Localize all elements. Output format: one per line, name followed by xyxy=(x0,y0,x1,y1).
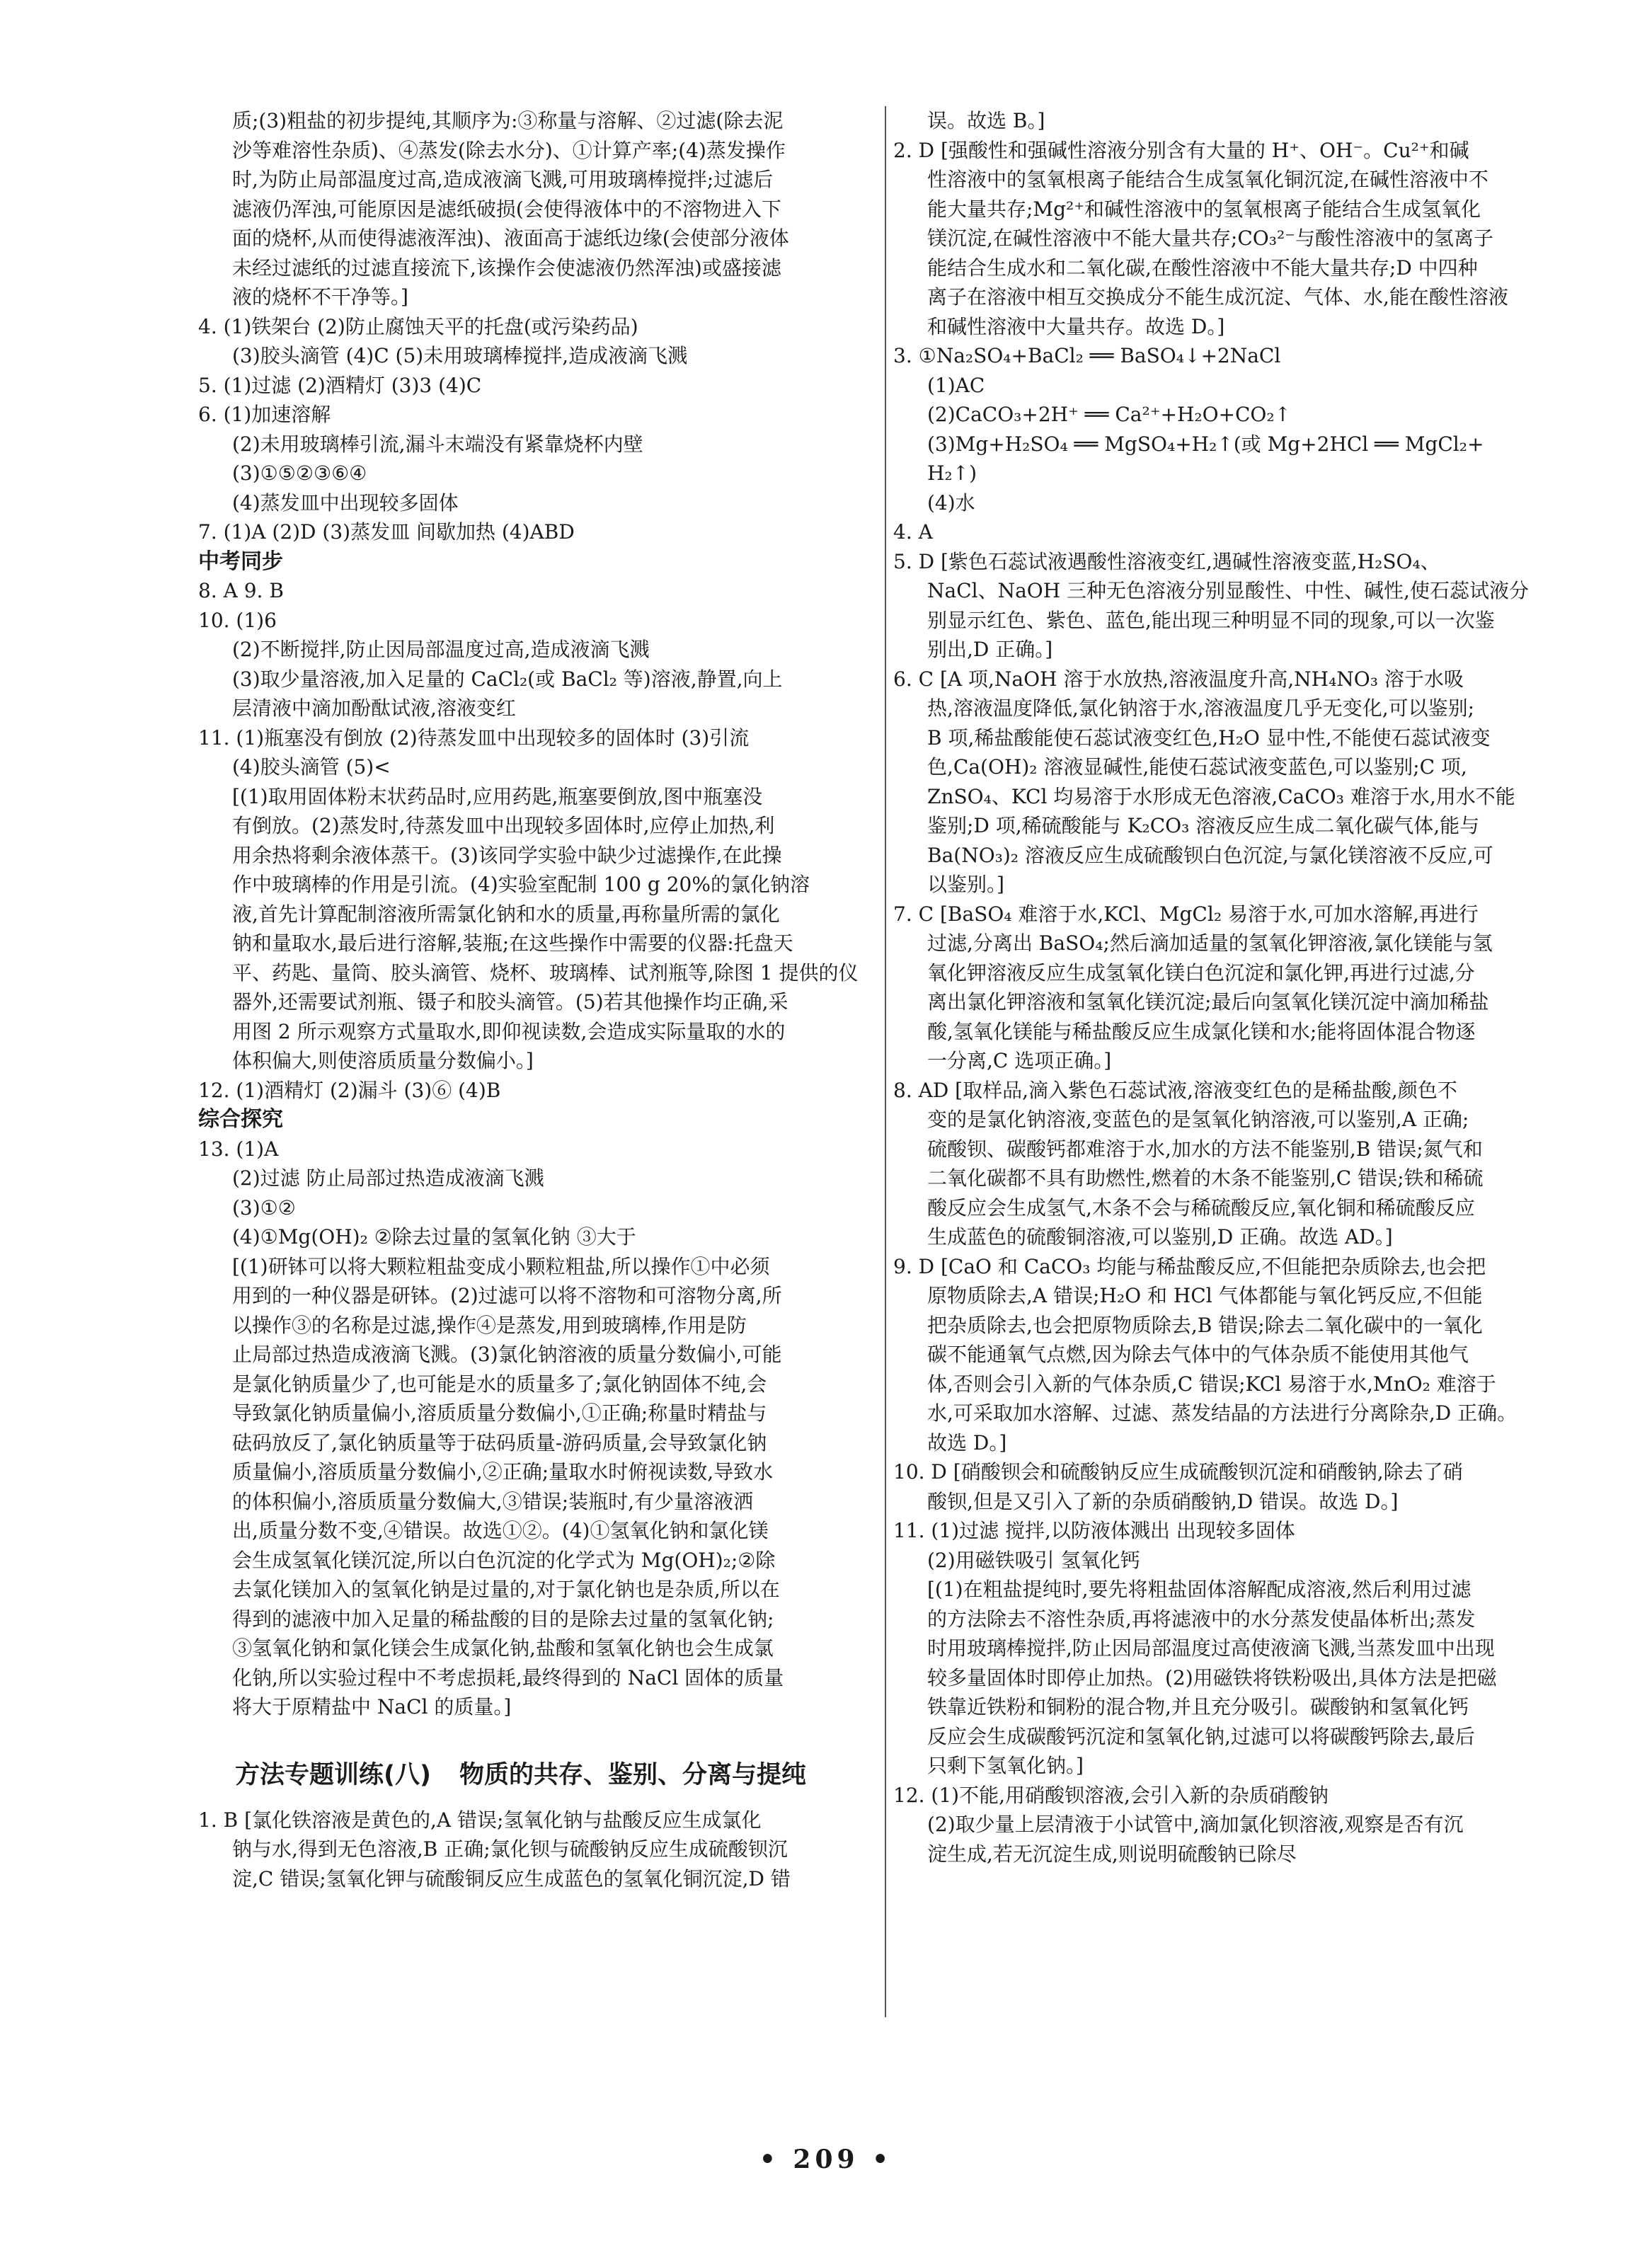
text-line: 把杂质除去,也会把原物质除去,B 错误;除去二氧化碳中的一氧化 xyxy=(927,1313,1483,1337)
method-answer-1 xyxy=(198,1806,878,1894)
text-line: 砝码放反了,氯化钠质量等于砝码质量-游码质量,会导致氯化钠 xyxy=(232,1430,767,1454)
text-line: H₂↑) xyxy=(927,461,977,485)
text-line: 体积偏大,则使溶质质量分数偏小。] xyxy=(232,1049,534,1072)
page-number: • 209 • xyxy=(759,2145,893,2174)
text-line: 淀生成,若无沉淀生成,则说明硫酸钠已除尽 xyxy=(927,1842,1297,1866)
text-line: 9. D [CaO 和 CaCO₃ 均能与稀盐酸反应,不但能把杂质除去,也会把 xyxy=(893,1254,1486,1278)
text-line: 较多量固体时即停止加热。(2)用磁铁将铁粉吸出,具体方法是把磁 xyxy=(927,1665,1497,1689)
text-line: 性溶液中的氢氧根离子能结合生成氢氧化铜沉淀,在碱性溶液中不 xyxy=(927,168,1488,191)
text-line: 酸钡,但是又引入了新的杂质硝酸钠,D 错误。故选 D。] xyxy=(927,1489,1399,1513)
answer-q4 xyxy=(198,312,878,371)
text-line: 别出,D 正确。] xyxy=(927,638,1053,661)
answer-q7: 7. (1)A (2)D (3)蒸发皿 间歇加热 (4)ABD xyxy=(198,520,575,544)
text-line: 7. C [BaSO₄ 难溶于水,KCl、MgCl₂ 易溶于水,可加水溶解,再进行 xyxy=(893,902,1479,926)
answer-q11 xyxy=(198,723,878,1076)
text-line: (2)不断搅拌,防止因局部温度过高,造成液滴飞溅 xyxy=(232,638,650,661)
text-line: 将大于原精盐中 NaCl 的质量。] xyxy=(232,1695,512,1718)
text-line: 钠与水,得到无色溶液,B 正确;氯化钡与硫酸钠反应生成硫酸钡沉 xyxy=(232,1837,788,1861)
text-line: 时,为防止局部温度过高,造成液滴飞溅,可用玻璃棒搅拌;过滤后 xyxy=(232,168,774,191)
method-answer-7 xyxy=(893,900,1573,1076)
text-line: 平、药匙、量筒、胶头滴管、烧杯、玻璃棒、试剂瓶等,除图 1 提供的仪 xyxy=(232,960,859,985)
method-answer-5 xyxy=(893,547,1573,665)
text-line: 别显示红色、紫色、蓝色,能出现三种明显不同的现象,可以一次鉴 xyxy=(927,608,1495,632)
text-line: (3)取少量溶液,加入足量的 CaCl₂(或 BaCl₂ 等)溶液,静置,向上 xyxy=(232,667,783,691)
left-column xyxy=(198,106,878,1893)
text-line: Ba(NO₃)₂ 溶液反应生成硫酸钡白色沉淀,与氯化镁溶液不反应,可 xyxy=(927,843,1493,867)
text-line: 液,首先计算配制溶液所需氯化钠和水的质量,再称量所需的氯化 xyxy=(232,902,780,926)
text-line: (2)未用玻璃棒引流,漏斗末端没有紧靠烧杯内壁 xyxy=(232,432,643,456)
text-line: 6. (1)加速溶解 xyxy=(198,403,331,426)
text-line: 过滤,分离出 BaSO₄;然后滴加适量的氢氧化钾溶液,氯化镁能与氢 xyxy=(927,931,1493,955)
text-line: 滤液仍浑浊,可能原因是滤纸破损(会使得液体中的不溶物进入下 xyxy=(232,197,781,221)
text-line: 10. D [硝酸钡会和硫酸钠反应生成硫酸钡沉淀和硝酸钠,除去了硝 xyxy=(893,1460,1463,1484)
method-answer-2 xyxy=(893,136,1573,342)
text-line: 碳不能通氧气点燃,因为除去气体中的气体杂质不能使用其他气 xyxy=(927,1343,1469,1366)
text-line: 氧化钾溶液反应生成氢氧化镁白色沉淀和氯化钾,再进行过滤,分 xyxy=(927,960,1475,985)
text-line: 2. D [强酸性和强碱性溶液分别含有大量的 H⁺、OH⁻。Cu²⁺和碱 xyxy=(893,138,1469,162)
text-line: [(1)在粗盐提纯时,要先将粗盐固体溶解配成溶液,然后利用过滤 xyxy=(927,1578,1472,1601)
text-line: ZnSO₄、KCl 均易溶于水形成无色溶液,CaCO₃ 难溶于水,用水不能 xyxy=(927,784,1515,808)
text-line: (2)取少量上层清液于小试管中,滴加氯化钡溶液,观察是否有沉 xyxy=(927,1813,1464,1836)
text-line: 13. (1)A xyxy=(198,1137,279,1161)
method-answer-1-end: 误。故选 B。] xyxy=(927,109,1045,132)
text-line: 变的是氯化钠溶液,变蓝色的是氢氧化钠溶液,可以鉴别,A 正确; xyxy=(927,1108,1469,1131)
text-line: 的方法除去不溶性杂质,再将滤液中的水分蒸发使晶体析出;蒸发 xyxy=(927,1607,1476,1631)
text-line: (2)CaCO₃+2H⁺ ══ Ca²⁺+H₂O+CO₂↑ xyxy=(927,403,1292,426)
text-line: 时用玻璃棒搅拌,防止因局部温度过高使液滴飞溅,当蒸发皿中出现 xyxy=(927,1636,1495,1660)
text-line: 10. (1)6 xyxy=(198,608,277,632)
text-line: (1)AC xyxy=(927,373,985,397)
text-line: 质量偏小,溶质质量分数偏小,②正确;量取水时俯视读数,导致水 xyxy=(232,1460,774,1484)
text-line: (4)①Mg(OH)₂ ②除去过量的氢氧化钠 ③大于 xyxy=(232,1225,636,1249)
section-heading-zhongkao: 中考同步 xyxy=(198,549,283,574)
text-line: 铁靠近铁粉和铜粉的混合物,并且充分吸引。碳酸钠和氢氧化钙 xyxy=(927,1695,1469,1718)
method-answer-6 xyxy=(893,665,1573,900)
text-line: 12. (1)不能,用硝酸钡溶液,会引入新的杂质硝酸钠 xyxy=(893,1783,1329,1807)
method-answer-8 xyxy=(893,1076,1573,1252)
text-line: [(1)研钵可以将大颗粒粗盐变成小颗粒粗盐,所以操作①中必须 xyxy=(232,1254,770,1278)
answer-q8-q9: 8. A 9. B xyxy=(198,579,284,602)
text-line: 质;(3)粗盐的初步提纯,其顺序为:③称量与溶解、②过滤(除去泥 xyxy=(232,109,784,132)
text-line: 生成蓝色的硫酸铜溶液,可以鉴别,D 正确。故选 AD。] xyxy=(927,1225,1393,1249)
text-line: 离出氯化钾溶液和氢氧化镁沉淀;最后向氢氧化镁沉淀中滴加稀盐 xyxy=(927,990,1489,1014)
text-line: 11. (1)过滤 搅拌,以防液体溅出 出现较多固体 xyxy=(893,1519,1295,1542)
text-line: 只剩下氢氧化钠。] xyxy=(927,1754,1084,1777)
text-line: (4)蒸发皿中出现较多固体 xyxy=(232,490,459,515)
text-line: 用图 2 所示观察方式量取水,即仰视读数,会造成实际量取的水的 xyxy=(232,1019,786,1043)
method-answer-12 xyxy=(893,1781,1573,1869)
method-answer-11 xyxy=(893,1516,1573,1781)
text-line: 4. (1)铁架台 (2)防止腐蚀天平的托盘(或污染药品) xyxy=(198,314,638,338)
text-line: (3)胶头滴管 (4)C (5)未用玻璃棒搅拌,造成液滴飞溅 xyxy=(232,344,688,367)
text-line: 会生成氢氧化镁沉淀,所以白色沉淀的化学式为 Mg(OH)₂;②除 xyxy=(232,1548,776,1572)
text-line: 6. C [A 项,NaOH 溶于水放热,溶液温度升高,NH₄NO₃ 溶于水吸 xyxy=(893,667,1464,691)
text-line: 5. D [紫色石蕊试液遇酸性溶液变红,遇碱性溶液变蓝,H₂SO₄、 xyxy=(893,549,1440,573)
text-line: 用余热将剩余液体蒸干。(3)该同学实验中缺少过滤操作,在此操 xyxy=(232,843,782,867)
text-line: (4)水 xyxy=(927,490,975,515)
text-line: 鉴别;D 项,稀硫酸能与 K₂CO₃ 溶液反应生成二氧化碳气体,能与 xyxy=(927,814,1480,837)
text-line: 未经过滤纸的过滤直接流下,该操作会使滤液仍然浑浊)或盛接滤 xyxy=(232,256,781,280)
text-line: 硫酸钡、碳酸钙都难溶于水,加水的方法不能鉴别,B 错误;氮气和 xyxy=(927,1137,1483,1161)
text-line: 沙等难溶性杂质)、④蒸发(除去水分)、①计算产率;(4)蒸发操作 xyxy=(232,138,786,162)
text-line: 以鉴别。] xyxy=(927,873,1004,896)
text-line: 热,溶液温度降低,氯化钠溶于水,溶液温度几乎无变化,可以鉴别; xyxy=(927,696,1475,720)
text-line: 得到的滤液中加入足量的稀盐酸的目的是除去过量的氢氧化钠; xyxy=(232,1607,774,1631)
text-line: 导致氯化钠质量偏小,溶质质量分数偏小,①正确;称量时精盐与 xyxy=(232,1401,767,1425)
text-line: 化钠,所以实验过程中不考虑损耗,最终得到的 NaCl 固体的质量 xyxy=(232,1665,784,1689)
answer-q6 xyxy=(198,400,878,517)
text-line: 8. AD [取样品,滴入紫色石蕊试液,溶液变红色的是稀盐酸,颜色不 xyxy=(893,1078,1457,1102)
answer-q13 xyxy=(198,1135,878,1722)
text-line: 11. (1)瓶塞没有倒放 (2)待蒸发皿中出现较多的固体时 (3)引流 xyxy=(198,725,750,750)
text-line: 作中玻璃棒的作用是引流。(4)实验室配制 100 g 20%的氯化钠溶 xyxy=(232,873,810,896)
text-line: 面的烧杯,从而使得滤液浑浊)、液面高于滤纸边缘(会使部分液体 xyxy=(232,226,789,250)
method-answer-9 xyxy=(893,1252,1573,1458)
text-line: 止局部过热造成液滴飞溅。(3)氯化钠溶液的质量分数偏小,可能 xyxy=(232,1343,782,1366)
method-answer-3 xyxy=(893,341,1573,517)
method-subtitle-label: 物质的共存、鉴别、分离与提纯 xyxy=(459,1760,807,1789)
method-answer-4: 4. A xyxy=(893,520,933,544)
section-heading-zonghe: 综合探究 xyxy=(198,1107,283,1132)
text-line: NaCl、NaOH 三种无色溶液分别显酸性、中性、碱性,使石蕊试液分 xyxy=(927,579,1529,602)
text-line: 原物质除去,A 错误;H₂O 和 HCl 气体都能与氧化钙反应,不但能 xyxy=(927,1284,1483,1307)
text-line: 酸反应会生成氢气,木条不会与稀硫酸反应,氧化铜和稀硫酸反应 xyxy=(927,1195,1475,1220)
text-line: 钠和量取水,最后进行溶解,装瓶;在这些操作中需要的仪器:托盘天 xyxy=(232,931,793,955)
text-line: 色,Ca(OH)₂ 溶液显碱性,能使石蕊试液变蓝色,可以鉴别;C 项, xyxy=(927,755,1467,779)
text-line: 能大量共存;Mg²⁺和碱性溶液中的氢氧根离子能结合生成氢氧化 xyxy=(927,197,1481,221)
text-line: 二氧化碳都不具有助燃性,燃着的木条不能鉴别,C 错误;铁和稀硫 xyxy=(927,1166,1484,1190)
text-line: 的体积偏小,溶质质量分数偏大,③错误;装瓶时,有少量溶液洒 xyxy=(232,1489,754,1513)
text-line: 器外,还需要试剂瓶、镊子和胶头滴管。(5)若其他操作均正确,采 xyxy=(232,990,788,1014)
text-line: 有倒放。(2)蒸发时,待蒸发皿中出现较多固体时,应停止加热,利 xyxy=(232,814,775,837)
text-line: 以操作③的名称是过滤,操作④是蒸发,用到玻璃棒,作用是防 xyxy=(232,1313,747,1337)
text-line: 用到的一种仪器是研钵。(2)过滤可以将不溶物和可溶物分离,所 xyxy=(232,1284,782,1307)
text-line: 水,可采取加水溶解、过滤、蒸发结晶的方法进行分离除杂,D 正确。 xyxy=(927,1401,1518,1425)
text-line: 是氯化钠质量少了,也可能是水的质量多了;氯化钠固体不纯,会 xyxy=(232,1372,767,1396)
text-line: 和碱性溶液中大量共存。故选 D。] xyxy=(927,314,1225,338)
text-line: B 项,稀盐酸能使石蕊试液变红色,H₂O 显中性,不能使石蕊试液变 xyxy=(927,725,1491,750)
text-line: (3)①⑤②③⑥④ xyxy=(232,461,367,485)
text-line: 淀,C 错误;氢氧化钾与硫酸铜反应生成蓝色的氢氧化铜沉淀,D 错 xyxy=(232,1866,791,1890)
method-training-title xyxy=(198,1750,878,1800)
text-line: (3)Mg+H₂SO₄ ══ MgSO₄+H₂↑(或 Mg+2HCl ══ MgCl₂+ xyxy=(927,432,1484,456)
column-divider xyxy=(885,106,886,2017)
text-line: 出,质量分数不变,④错误。故选①②。(4)①氢氧化钠和氯化镁 xyxy=(232,1519,769,1542)
text-line: 故选 D。] xyxy=(927,1430,1007,1454)
text-line: 体,否则会引入新的气体杂质,C 错误;KCl 易溶于水,MnO₂ 难溶于 xyxy=(927,1372,1496,1396)
text-line: 1. B [氯化铁溶液是黄色的,A 错误;氢氧化钠与盐酸反应生成氯化 xyxy=(198,1808,762,1832)
right-column xyxy=(893,106,1573,1869)
text-line: 离子在溶液中相互交换成分不能生成沉淀、气体、水,能在酸性溶液 xyxy=(927,285,1508,309)
text-line: ③氢氧化钠和氯化镁会生成氯化钠,盐酸和氢氧化钠也会生成氯 xyxy=(232,1636,774,1660)
answer-block-continued xyxy=(198,106,878,312)
text-line: 3. ①Na₂SO₄+BaCl₂ ══ BaSO₄↓+2NaCl xyxy=(893,344,1281,367)
text-line: 去氯化镁加入的氢氧化钠是过量的,对于氯化钠也是杂质,所以在 xyxy=(232,1578,780,1601)
text-line: (4)胶头滴管 (5)< xyxy=(232,755,391,779)
text-line: 液的烧杯不干净等。] xyxy=(232,285,408,309)
answer-q10 xyxy=(198,606,878,723)
text-line: 酸,氢氧化镁能与稀盐酸反应生成氯化镁和水;能将固体混合物逐 xyxy=(927,1019,1476,1043)
answer-q12: 12. (1)酒精灯 (2)漏斗 (3)⑥ (4)B xyxy=(198,1078,501,1102)
text-line: [(1)取用固体粉末状药品时,应用药匙,瓶塞要倒放,图中瓶塞没 xyxy=(232,784,763,808)
text-line: 反应会生成碳酸钙沉淀和氢氧化钠,过滤可以将碳酸钙除去,最后 xyxy=(927,1724,1475,1748)
text-line: (3)①② xyxy=(232,1195,296,1220)
text-line: (2)用磁铁吸引 氢氧化钙 xyxy=(927,1548,1140,1572)
text-line: 镁沉淀,在碱性溶液中不能大量共存;CO₃²⁻与酸性溶液中的氢离子 xyxy=(927,226,1493,250)
method-answer-10 xyxy=(893,1457,1573,1516)
answer-q5: 5. (1)过滤 (2)酒精灯 (3)3 (4)C xyxy=(198,373,482,397)
text-line: 一分离,C 选项正确。] xyxy=(927,1049,1112,1072)
text-line: 能结合生成水和二氧化碳,在酸性溶液中不能大量共存;D 中四种 xyxy=(927,256,1478,280)
text-line: 层清液中滴加酚酞试液,溶液变红 xyxy=(232,696,516,720)
text-line: (2)过滤 防止局部过热造成液滴飞溅 xyxy=(232,1166,544,1190)
method-title-label: 方法专题训练(八) xyxy=(235,1760,431,1789)
